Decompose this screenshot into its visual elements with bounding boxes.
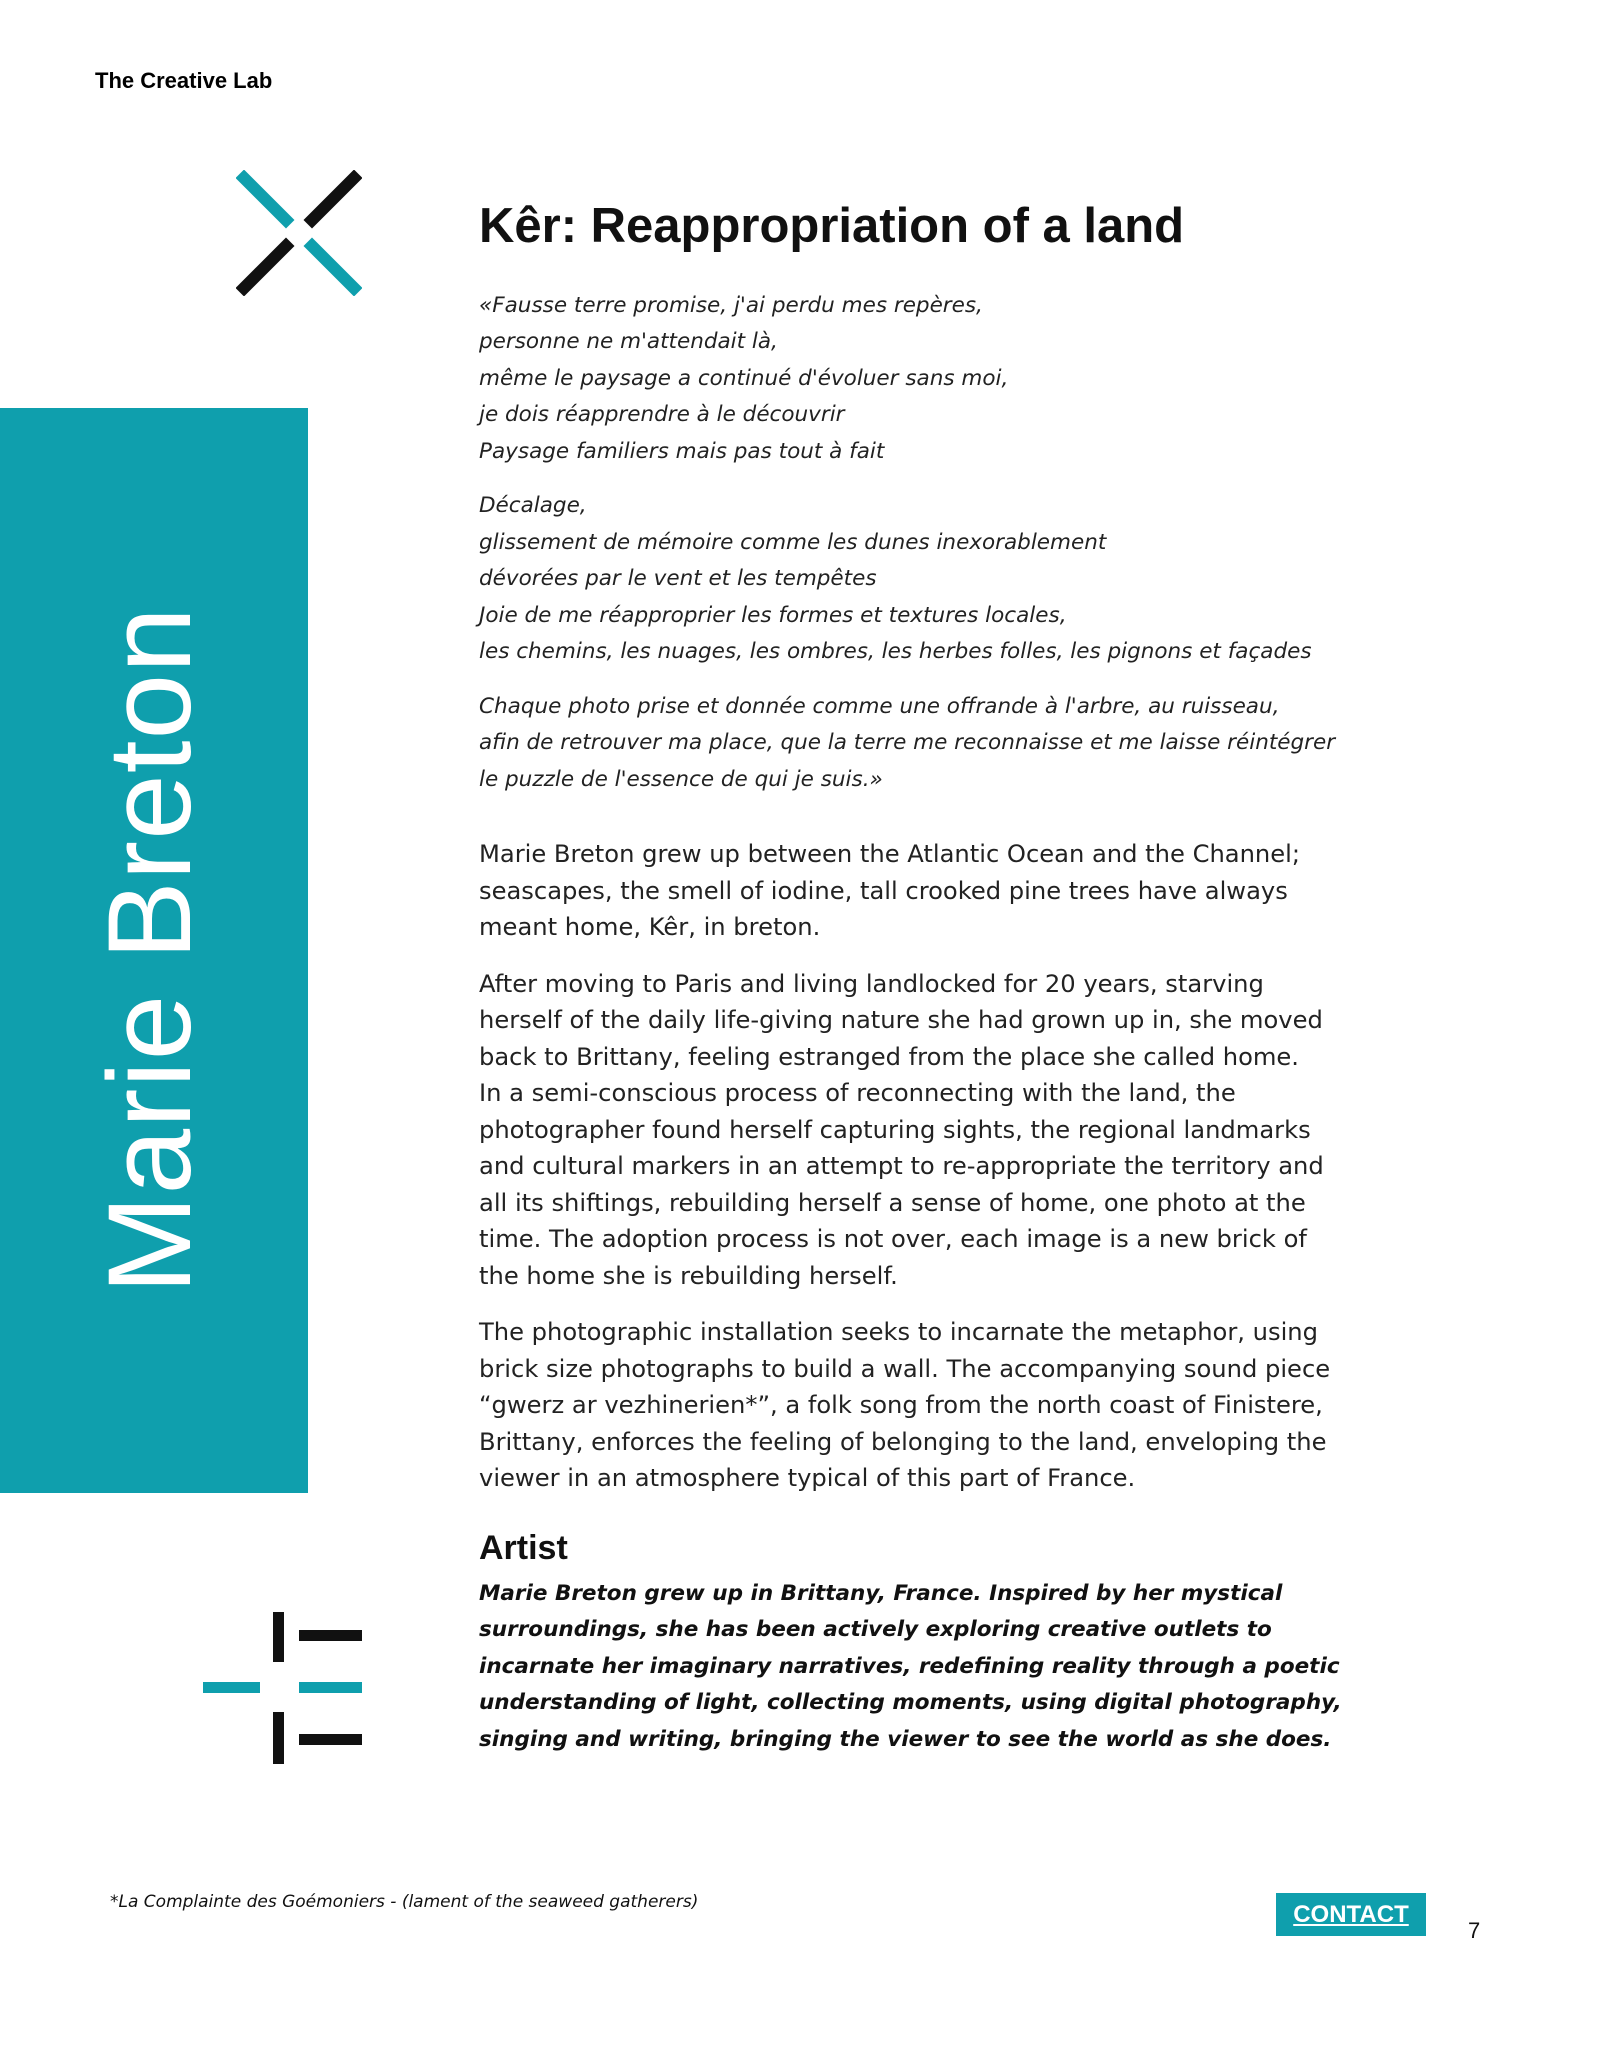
body-paragraph-1: Marie Breton grew up between the Atlantic Ocean and the Channel; seascapes, the smell of iodine, tall crooked pine trees have always meant home, Kêr, in breton.	[479, 840, 1301, 942]
poem-stanza-2: Décalage, glissement de mémoire comme les dunes inexorablement dévorées par le vent et les tempêtes Joie de me réapproprier les formes et textures locales, les chemins, les nuages, les ombres, les herbes folles, les pignons et façades	[479, 493, 1312, 665]
artist-name-vertical: Marie Breton	[84, 606, 216, 1294]
poem-stanza-3: Chaque photo prise et donnée comme une offrande à l'arbre, au ruisseau, afin de retrouver ma place, que la terre me reconnaisse et me laisse réintégrer le puzzle de l'essence de qui je suis.»	[479, 693, 1336, 792]
brand-name: The Creative Lab	[95, 68, 273, 93]
body-paragraph-3: The photographic installation seeks to incarnate the metaphor, using brick size photographs to build a wall. The accompanying sound piece “gwerz ar vezhinerien*”, a folk song from the north coast of Finistere, Brittany, enforces the feeling of belonging to the land, enveloping the viewer in an atmosphere typical of this part of France.	[479, 1318, 1331, 1493]
poem-stanza-1: «Fausse terre promise, j'ai perdu mes repères, personne ne m'attendait là, même le paysage a continué d'évoluer sans moi, je dois réapprendre à le découvrir Paysage familiers mais pas tout à fait	[479, 292, 1009, 464]
e-bars-logo-icon	[203, 1612, 363, 1764]
footnote: *La Complainte des Goémoniers - (lament of the seaweed gatherers)	[110, 1892, 699, 1912]
contact-button[interactable]: CONTACT	[1276, 1893, 1426, 1936]
artist-bio: Marie Breton grew up in Brittany, France. Inspired by her mystical surroundings, she has been actively exploring creative outlets to incarnate her imaginary narratives, redefining reality through a poetic understanding of light, collecting moments, using digital photography, singing and writing, bringing the viewer to see the world as she does.	[479, 1580, 1342, 1752]
article-content	[479, 200, 1379, 1758]
article-title: Kêr: Reappropriation of a land	[479, 199, 1185, 253]
body-paragraph-2: After moving to Paris and living landlocked for 20 years, starving herself of the daily life-giving nature she had grown up in, she moved back to Brittany, feeling estranged from the place she called home. In a semi-conscious process of reconnecting with the land, the photographer found herself capturing sights, the regional landmarks and cultural markers in an attempt to re-appropriate the territory and all its shiftings, rebuilding herself a sense of home, one photo at the time. The adoption process is not over, each image is a new brick of the home she is rebuilding herself.	[479, 969, 1324, 1290]
x-cross-logo-icon	[236, 170, 362, 296]
artist-heading: Artist	[479, 1528, 568, 1567]
page-number: 7	[1468, 1918, 1481, 1943]
